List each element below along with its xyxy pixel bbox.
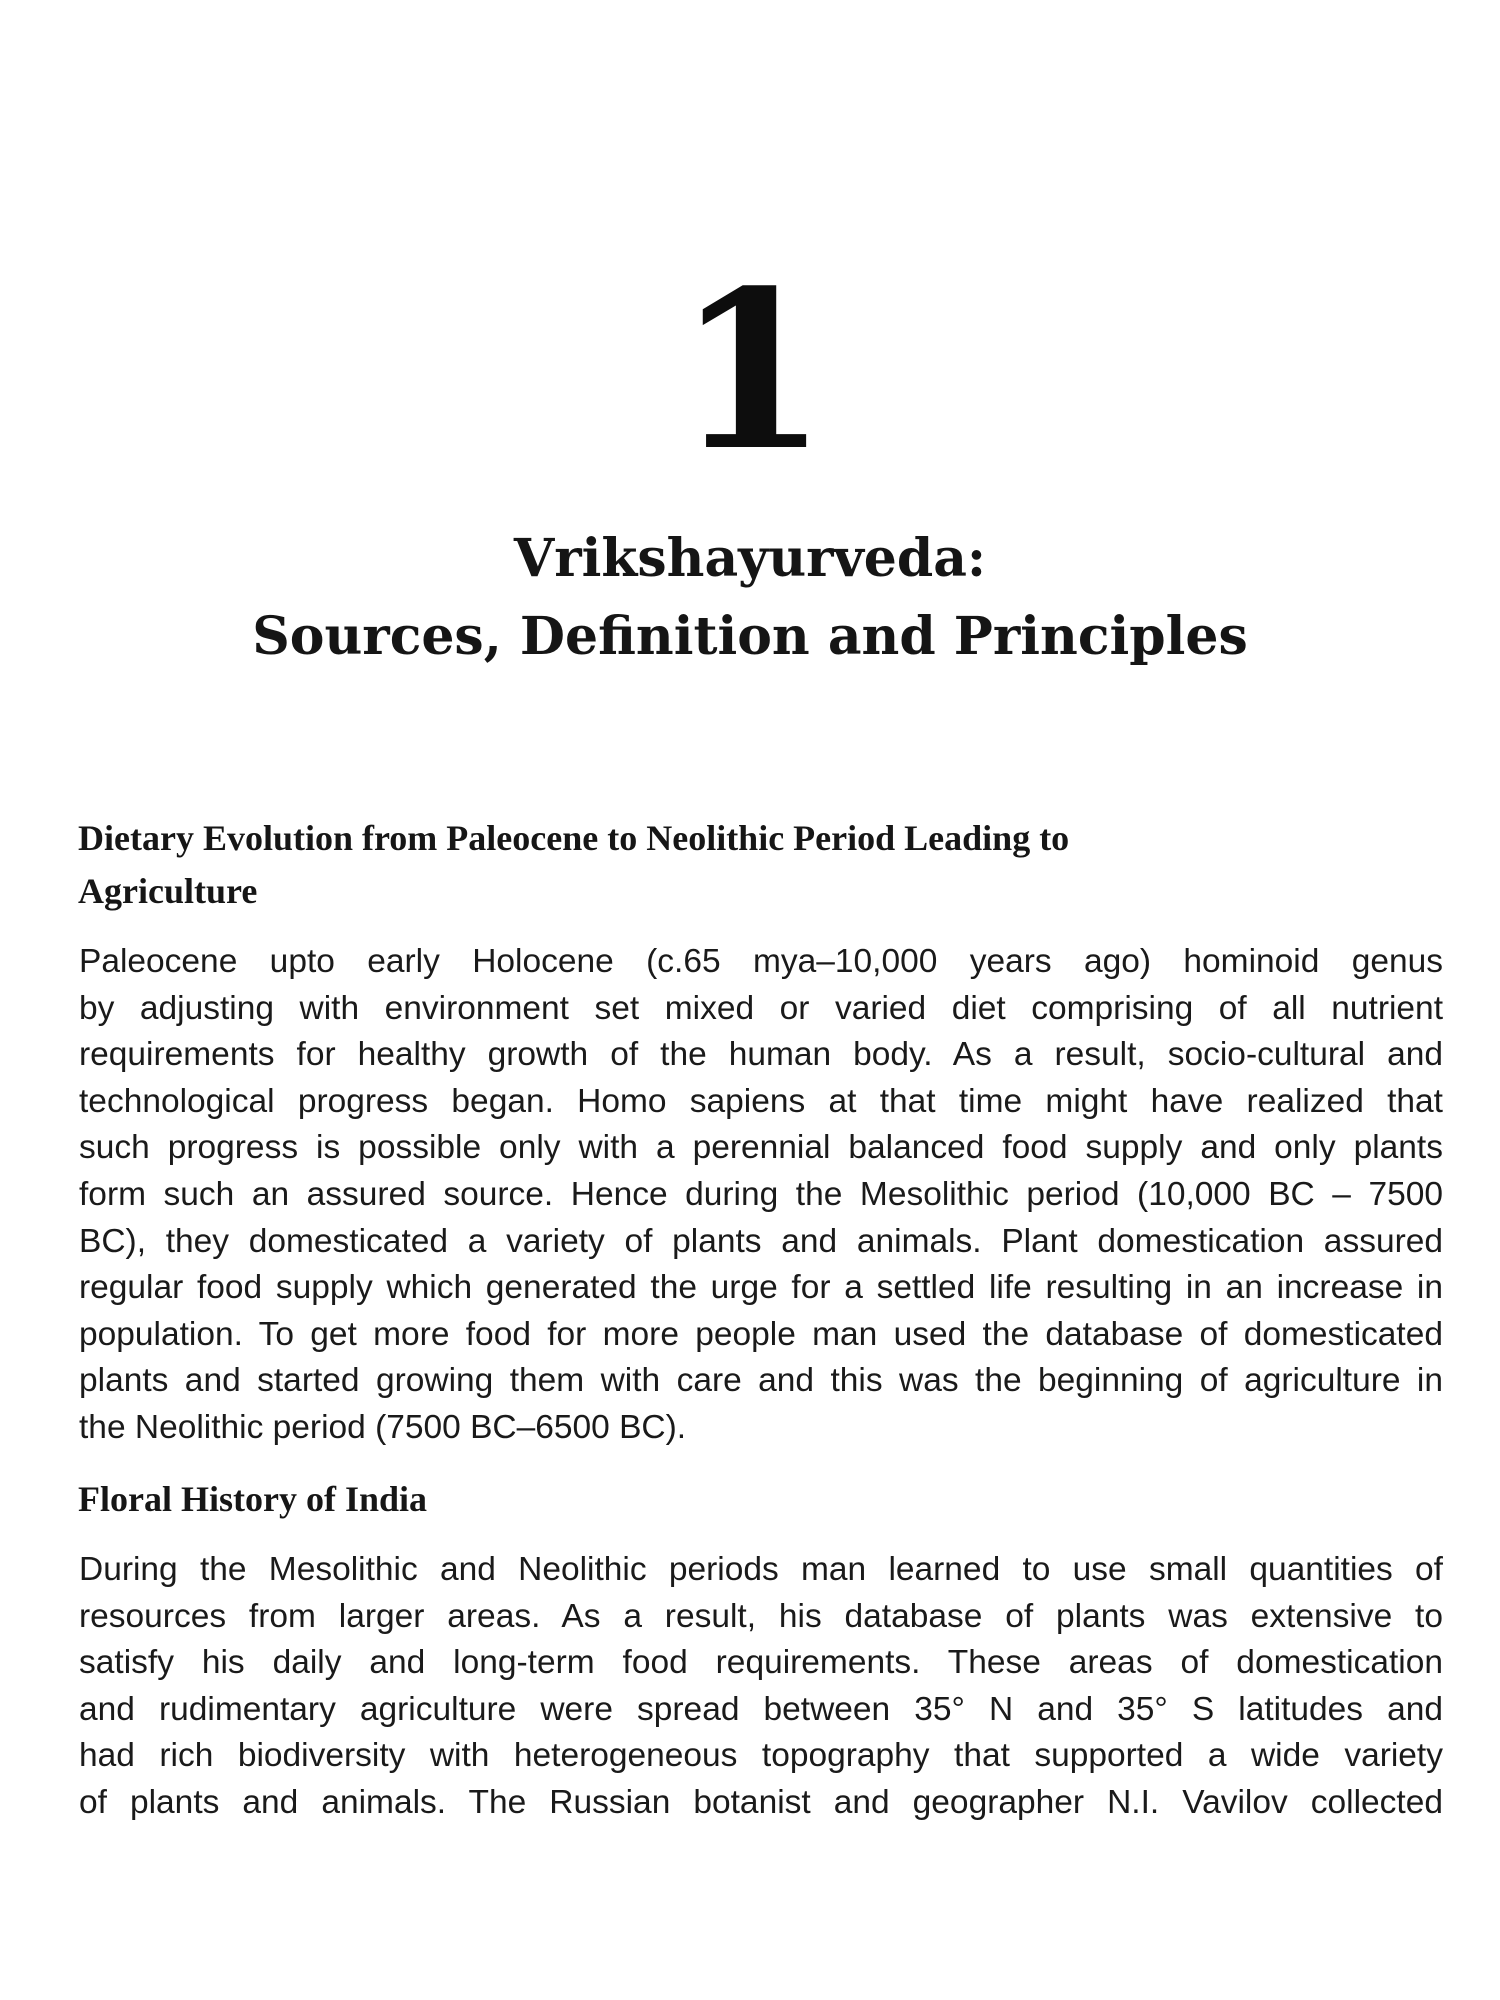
chapter-title [0,520,1500,676]
section-heading-floral-history [78,1473,1438,1526]
paragraph-line: regular food supply which generated the urge for a settled life resulting in an increase in [79,1269,1443,1307]
paragraph-line: BC), they domesticated a variety of plants and animals. Plant domestication assured [79,1222,1443,1260]
chapter-number: 1 [676,243,824,499]
paragraph-line: technological progress began. Homo sapiens at that time might have realized that [79,1082,1443,1120]
section-heading-line: Agriculture [78,871,258,911]
paragraph-line: the Neolithic period (7500 BC–6500 BC). [79,1408,687,1446]
paragraph-line: population. To get more food for more people man used the database of domesticated [79,1315,1443,1353]
chapter-title-line-2: Sources, Definition and Principles [252,606,1248,667]
paragraph-line: Paleocene upto early Holocene (c.65 mya–10,000 years ago) hominoid genus [79,943,1443,980]
paragraph-line: satisfy his daily and long-term food requirements. These areas of domestication [79,1644,1443,1682]
paragraph-line: During the Mesolithic and Neolithic periods man learned to use small quantities of [79,1551,1443,1588]
paragraph-line: had rich biodiversity with heterogeneous topography that supported a wide variety [79,1737,1443,1775]
chapter-title-line-1: Vrikshayurveda: [513,528,987,589]
section-heading-line: Dietary Evolution from Paleocene to Neolithic Period Leading to [78,818,1070,858]
section-heading-line: Floral History of India [78,1479,427,1519]
paragraph-line: such progress is possible only with a perennial balanced food supply and only plants [79,1129,1443,1167]
paragraph-line: requirements for healthy growth of the human body. As a result, socio-cultural and [79,1036,1443,1074]
paragraph-line: and rudimentary agriculture were spread between 35° N and 35° S latitudes and [79,1690,1443,1728]
paragraph-line: by adjusting with environment set mixed or varied diet comprising of all nutrient [79,989,1443,1027]
section-heading-dietary-evolution [78,812,1438,918]
paragraph-dietary-evolution [79,939,1443,1452]
paragraph-line: of plants and animals. The Russian botanist and geographer N.I. Vavilov collected [79,1783,1443,1821]
paragraph-floral-history [79,1547,1443,1827]
paragraph-line: resources from larger areas. As a result, his database of plants was extensive to [79,1597,1443,1635]
paragraph-line: form such an assured source. Hence during the Mesolithic period (10,000 BC – 7500 [79,1175,1443,1213]
paragraph-line: plants and started growing them with care and this was the beginning of agriculture in [79,1362,1443,1400]
